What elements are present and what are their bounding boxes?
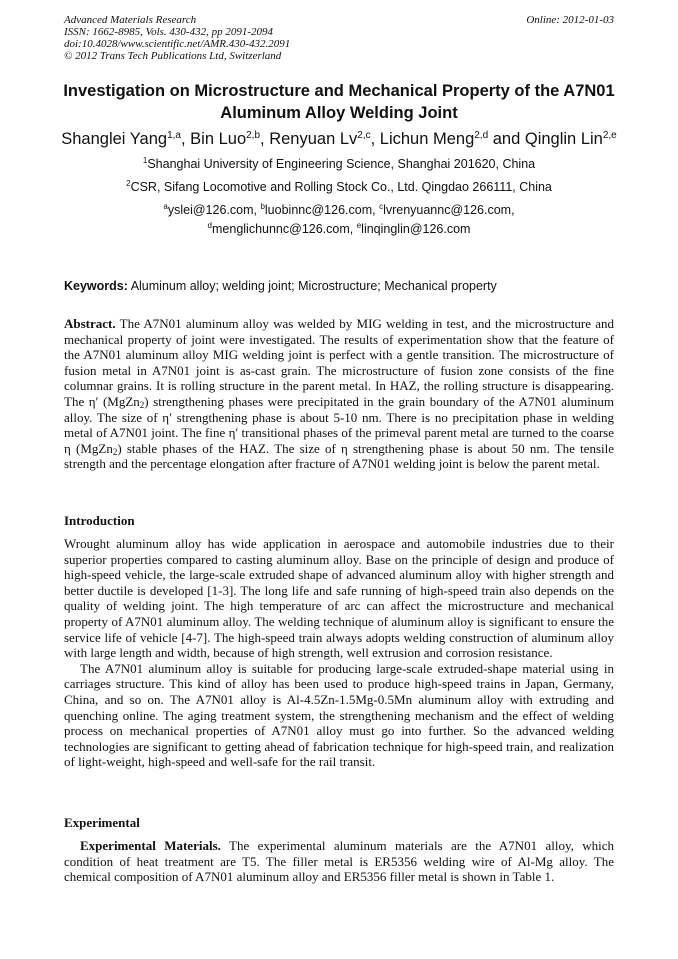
abstract-text: ) stable phases of the HAZ. The size of η strengthening phase is about 50 nm. The tensile strength and the percentage elongation after fracture of A7N01 welding joint is below the parent metal. — [64, 440, 614, 472]
subscript: 2 — [112, 446, 118, 457]
introduction-heading: Introduction — [64, 513, 135, 528]
experimental-heading: Experimental — [64, 815, 140, 830]
keywords-text: Aluminum alloy; welding joint; Microstructure; Mechanical property — [127, 279, 497, 293]
author-list — [20, 129, 658, 149]
affiliation-mark: 2 — [126, 179, 131, 188]
title-line-1: Investigation on Microstructure and Mechanical Property of the A7N01 — [63, 82, 615, 100]
copyright-line: © 2012 Trans Tech Publications Ltd, Switzerland — [64, 50, 282, 62]
doi-line: doi:10.4028/www.scientific.net/AMR.430-432.2091 — [64, 38, 291, 50]
abstract — [64, 316, 614, 472]
paragraph: The A7N01 aluminum alloy is suitable for producing large-scale extruded-shape material using in carriages structure. This kind of alloy has been used to produce high-speed trains in Japan, Germany, China, and so on. The A7N01 alloy is Al-4.5Zn-1.5Mg-0.5Mn aluminum alloy with extruding and quenching online. The aging treatment system, the strengthening mechanism and the effect of welding process on mechanical properties of A7N01 alloy must go into further. So the advanced welding technologies are significant to getting ahead of fabrication technique for high-speed train, and realization of light-weight, high-speed and well-safe for the rail transit. — [64, 660, 614, 770]
affiliation-2 — [20, 179, 658, 195]
abstract-label: Abstract. — [64, 316, 116, 331]
email-address[interactable]: yslei@126.com, — [167, 203, 261, 217]
paragraph: Wrought aluminum alloy has wide application in aerospace and automobile industries due to their superior properties compared to casting aluminum alloy. Base on the principle of design and produce of high-speed vehicle, the large-scale extruded shape of advanced aluminum alloy with higher strength and better ductile is developed [1-3]. The long life and safe running of high-speed train also depends on the quality of welding joint. The high temperature of arc can affect the microstructure and mechanical property of A7N01 aluminum alloy. The welding technique of aluminum alloy is significant to ensure the service life of vehicle [4-7]. The high-speed train always adopts welding construction of aluminum alloy with large length and width, because of high strength, well extrusion and corrosion resistance. — [64, 536, 614, 661]
email-line-2 — [20, 221, 658, 237]
title-line-2: Aluminum Alloy Welding Joint — [220, 104, 458, 122]
paper-title — [40, 80, 638, 124]
author-affiliation-mark: 2,c — [357, 130, 371, 141]
journal-name: Advanced Materials Research — [64, 14, 197, 26]
author-name: Renyuan Lv — [269, 130, 358, 148]
author-affiliation-mark: 2,b — [246, 130, 261, 141]
email-mark: e — [356, 221, 362, 230]
author-name: Qinglin Lin — [524, 130, 603, 148]
email-address[interactable]: lvrenyuannc@126.com, — [383, 203, 515, 217]
online-date: Online: 2012-01-03 — [526, 14, 614, 26]
author-name: Lichun Meng — [379, 130, 475, 148]
abstract-text: The A7N01 aluminum alloy was welded by MIG welding in test, and the microstructure and mechanical property of joint were investigated. The results of experimentation show that the feature of the A7N01 aluminum alloy MIG welding joint is perfect with a gentle transition. The microstructure of fusion metal in A7N01 joint is as-cast grain. The microstructure of fusion zone consists of the fine columnar grains. It is rolling structure in the parent metal. In HAZ, the rolling structure is disappearing. The η′ (MgZn — [64, 316, 614, 409]
author-separator: , — [370, 130, 380, 148]
email-mark: c — [379, 202, 384, 211]
introduction-body — [64, 536, 614, 770]
affiliation-1 — [20, 156, 658, 172]
author-name: Bin Luo — [190, 130, 247, 148]
email-line-1 — [20, 202, 658, 218]
email-mark: a — [163, 202, 168, 211]
subsection-label: Experimental Materials. — [80, 838, 221, 853]
subscript: 2 — [139, 399, 145, 410]
email-address[interactable]: linqinglin@126.com — [361, 222, 471, 236]
keywords-label: Keywords: — [64, 279, 128, 293]
affiliation-mark: 1 — [142, 156, 148, 165]
affiliation-text: CSR, Sifang Locomotive and Rolling Stock Co., Ltd. Qingdao 266111, China — [130, 180, 552, 194]
author-conjunction: and — [488, 130, 525, 148]
author-affiliation-mark: 2,d — [474, 130, 489, 141]
author-separator: , — [180, 130, 191, 148]
paragraph-text: The experimental aluminum materials are the A7N01 alloy, which condition of heat treatment are T5. The filler metal is ER5356 welding wire of Al-Mg alloy. The chemical composition of A7N01 aluminum alloy and ER5356 filler metal is shown in Table 1. — [64, 838, 614, 885]
experimental-body — [64, 838, 614, 885]
email-mark: d — [207, 221, 212, 230]
affiliation-text: Shanghai University of Engineering Science, Shanghai 201620, China — [147, 157, 536, 171]
keywords — [64, 278, 618, 294]
email-address[interactable]: menglichunnc@126.com, — [212, 222, 357, 236]
author-affiliation-mark: 2,e — [602, 130, 617, 141]
author-affiliation-mark: 1,a — [167, 130, 181, 141]
email-mark: b — [260, 202, 265, 211]
email-address[interactable]: luobinnc@126.com, — [264, 203, 380, 217]
publication-header — [64, 14, 614, 62]
abstract-text: ) strengthening phases were precipitated in the grain boundary of the A7N01 aluminum alloy. The size of η′ strengthening phase is about 5-10 nm. There is no precipitation phase in welding metal of A7N01 joint. The fine η′ transitional phases of the primeval parent metal are turned to the coarse η (MgZn — [64, 393, 614, 456]
author-name: Shanglei Yang — [61, 130, 168, 148]
issn-line: ISSN: 1662-8985, Vols. 430-432, pp 2091-2094 — [64, 26, 273, 38]
author-separator: , — [260, 130, 270, 148]
paragraph — [64, 838, 614, 885]
